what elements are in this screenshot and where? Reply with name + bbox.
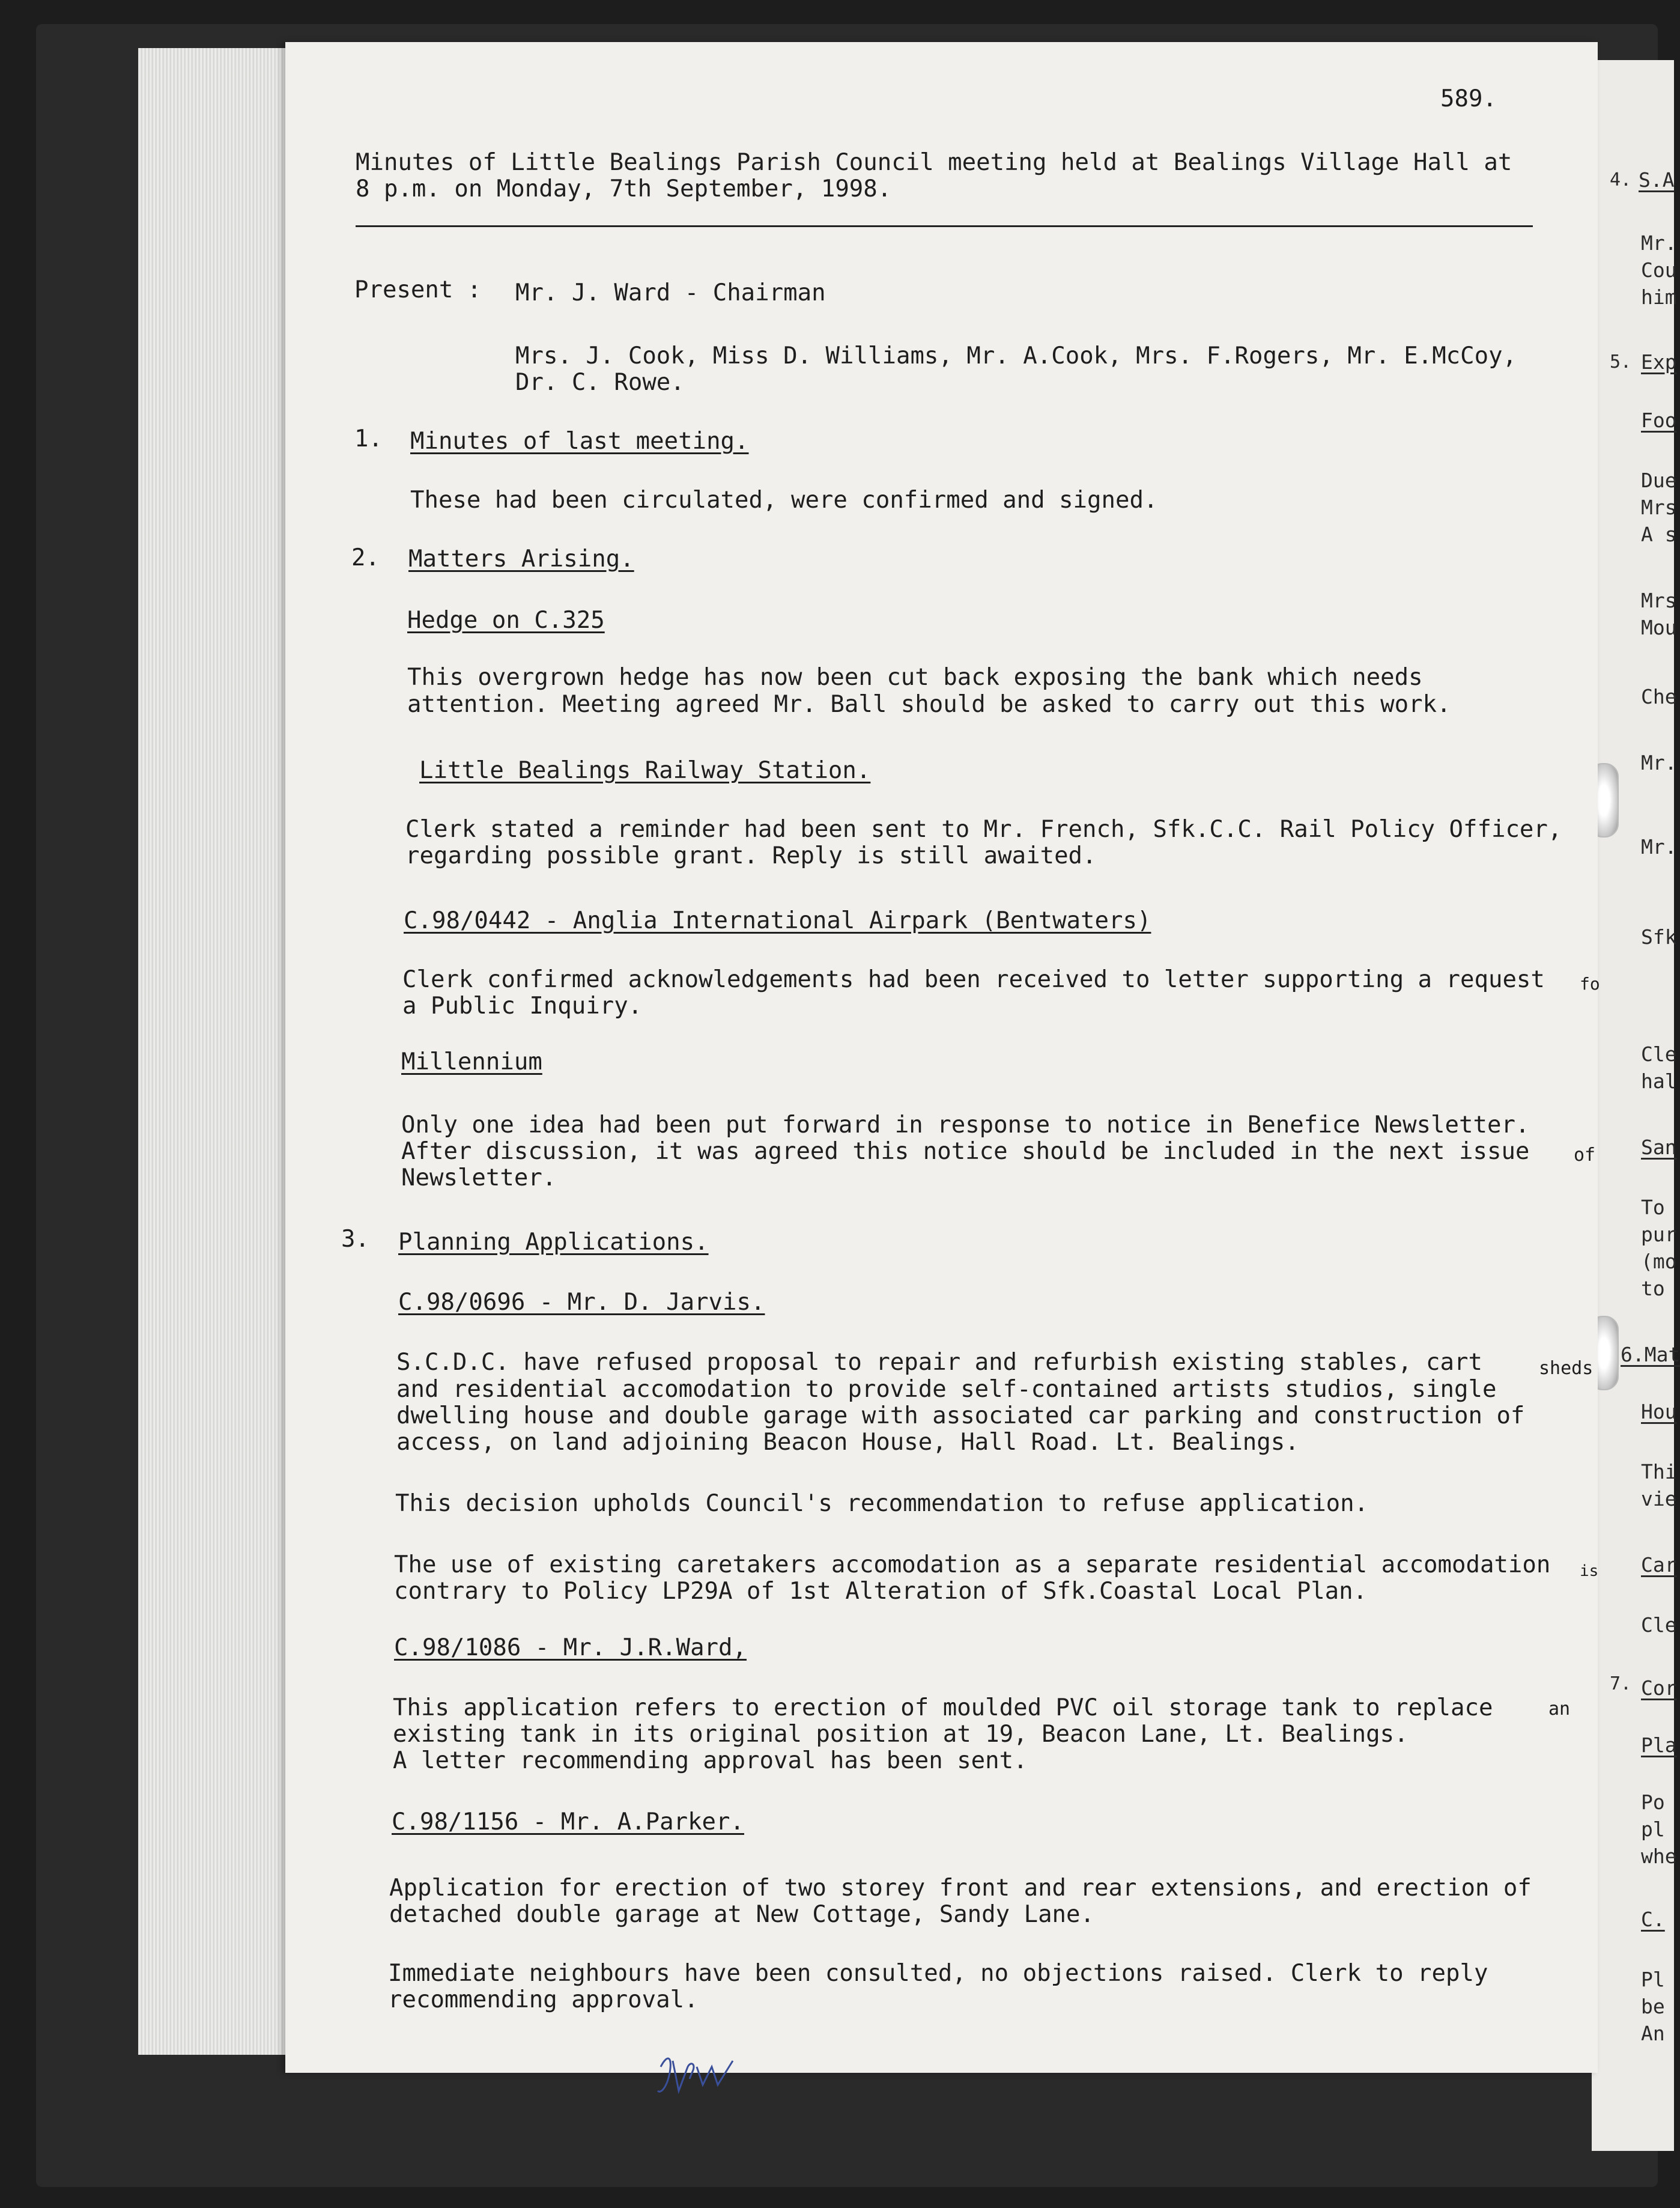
item-number: 2. [351,544,380,571]
paragraph-line: dwelling house and double garage with associated car parking and construction of [396,1402,1525,1429]
fragment-text: 5. [1610,351,1632,373]
paragraph-line: Clerk stated a reminder had been sent to Mr. French, Sfk.C.C. Rail Policy Officer, [405,816,1562,843]
paragraph-line: Application for erection of two storey front and rear extensions, and erection of [389,1875,1532,1902]
fragment-text: pur [1641,1223,1677,1246]
fragment-text: Hou [1641,1400,1677,1423]
fragment-text: Due [1641,469,1677,492]
fragment-text: Exp [1641,350,1677,374]
paragraph-line: attention. Meeting agreed Mr. Ball should be asked to carry out this work. [407,691,1451,718]
subheading: C.98/1156 - Mr. A.Parker. [392,1808,744,1835]
fragment-text: pl [1641,1817,1665,1841]
fragment-text: 4. [1610,169,1632,190]
fragment-text: to [1641,1277,1665,1300]
fragment-text: Che [1641,685,1677,708]
paragraph-line: S.C.D.C. have refused proposal to repair and refurbish existing stables, cart [396,1349,1482,1376]
paragraph-line: a Public Inquiry. [402,993,643,1020]
paragraph-line: Only one idea had been put forward in response to notice in Benefice Newsletter. [401,1112,1530,1139]
page-number: 589. [1440,85,1497,112]
paragraph-line: This application refers to erection of moulded PVC oil storage tank to replace [393,1694,1493,1721]
fragment-text: Cle [1641,1042,1677,1066]
fragment-text: whe [1641,1845,1677,1868]
facing-page-fragment [1592,60,1680,2151]
paragraph-line: detached double garage at New Cottage, Sandy Lane. [389,1901,1094,1928]
paragraph-line: and residential accomodation to provide self-contained artists studios, single [396,1376,1497,1403]
fragment-text: hal [1641,1069,1677,1093]
paragraph-line: The use of existing caretakers accomodation as a separate residential accomodation [394,1551,1551,1578]
handwritten-initials [655,2049,745,2097]
fragment-text: Mr. [1641,835,1677,859]
item-number: 3. [341,1226,369,1253]
paragraph-line: access, on land adjoining Beacon House, Hall Road. Lt. Bealings. [396,1429,1299,1456]
paragraph-line: After discussion, it was agreed this notice should be included in the next issue [401,1138,1530,1165]
fragment-text: Pl [1641,1968,1665,1991]
fragment-text: To [1641,1196,1665,1219]
header-line-1: Minutes of Little Bealings Parish Council meeting held at Bealings Village Hall at [356,149,1512,176]
paragraph-line: A letter recommending approval has been sent. [393,1747,1028,1774]
header-rule [356,225,1533,227]
subheading: Hedge on C.325 [407,607,605,634]
fragment-text: Mrs [1641,496,1677,519]
paragraph-line: contrary to Policy LP29A of 1st Alteration of Sfk.Coastal Local Plan. [394,1578,1368,1605]
paragraph-line: Immediate neighbours have been consulted, no objections raised. Clerk to reply [388,1960,1488,1987]
page-stack-edges [138,48,300,2055]
fragment-text: 7. [1610,1673,1632,1694]
paragraph-line: regarding possible grant. Reply is still awaited. [405,842,1097,869]
subheading: Little Bealings Railway Station. [419,757,871,784]
fragment-text: be [1641,1995,1665,2018]
fragment-text: Thi [1641,1460,1677,1483]
fragment-text: Cou [1641,258,1677,282]
paragraph-line: This overgrown hedge has now been cut back exposing the bank which needs [407,664,1423,691]
fragment-text: 6.Mat [1621,1343,1680,1366]
fragment-text: Cle [1641,1613,1677,1637]
paragraph-line: Newsletter. [401,1164,557,1191]
fragment-text: (mo [1641,1250,1677,1273]
item-heading: Minutes of last meeting. [410,428,749,455]
fragment-text: Foo [1641,409,1677,432]
subheading: C.98/0442 - Anglia International Airpark (Bentwaters) [404,907,1151,934]
present-label: Present : [354,276,482,303]
clipped-text: is [1580,1562,1599,1580]
clipped-text: fo [1580,974,1600,994]
item-text: These had been circulated, were confirmed and signed. [410,487,1158,514]
clipped-text: an [1548,1699,1571,1720]
paragraph-line: existing tank in its original position at 19, Beacon Lane, Lt. Bealings. [393,1721,1409,1748]
fragment-text: S.A [1639,168,1675,192]
fragment-text: Mr. [1641,751,1677,774]
fragment-text: Cor [1641,1676,1677,1700]
paragraph-line: recommending approval. [388,1986,699,2013]
fragment-text: vie [1641,1487,1677,1510]
fragment-text: him [1641,285,1677,309]
fragment-text: A s [1641,523,1677,546]
paragraph-line: This decision upholds Council's recommendation to refuse application. [395,1490,1369,1517]
item-heading: Planning Applications. [398,1229,709,1256]
fragment-text: Pla [1641,1733,1677,1757]
item-heading: Matters Arising. [408,546,634,573]
subheading: C.98/1086 - Mr. J.R.Ward, [394,1634,747,1661]
item-number: 1. [354,425,383,452]
members-line-1: Mrs. J. Cook, Miss D. Williams, Mr. A.Cook, Mrs. F.Rogers, Mr. E.McCoy, [515,342,1517,370]
clipped-text: sheds [1539,1358,1594,1379]
fragment-text: An [1641,2022,1665,2045]
clipped-text: of [1574,1145,1596,1166]
fragment-text: Po [1641,1790,1665,1814]
fragment-text: Mou [1641,616,1677,639]
fragment-text: Mr. [1641,231,1677,255]
paragraph-line: Clerk confirmed acknowledgements had been received to letter supporting a request [402,966,1545,993]
fragment-text: Sfk [1641,925,1677,949]
fragment-text: Mrs [1641,589,1677,612]
fragment-text: San [1641,1136,1677,1159]
subheading: Millennium [401,1048,542,1075]
header-line-2: 8 p.m. on Monday, 7th September, 1998. [356,175,892,202]
fragment-text: Car [1641,1553,1677,1577]
fragment-text: C. [1641,1908,1665,1931]
chairman: Mr. J. Ward - Chairman [515,279,826,306]
members-line-2: Dr. C. Rowe. [515,369,685,396]
subheading: C.98/0696 - Mr. D. Jarvis. [398,1289,765,1316]
